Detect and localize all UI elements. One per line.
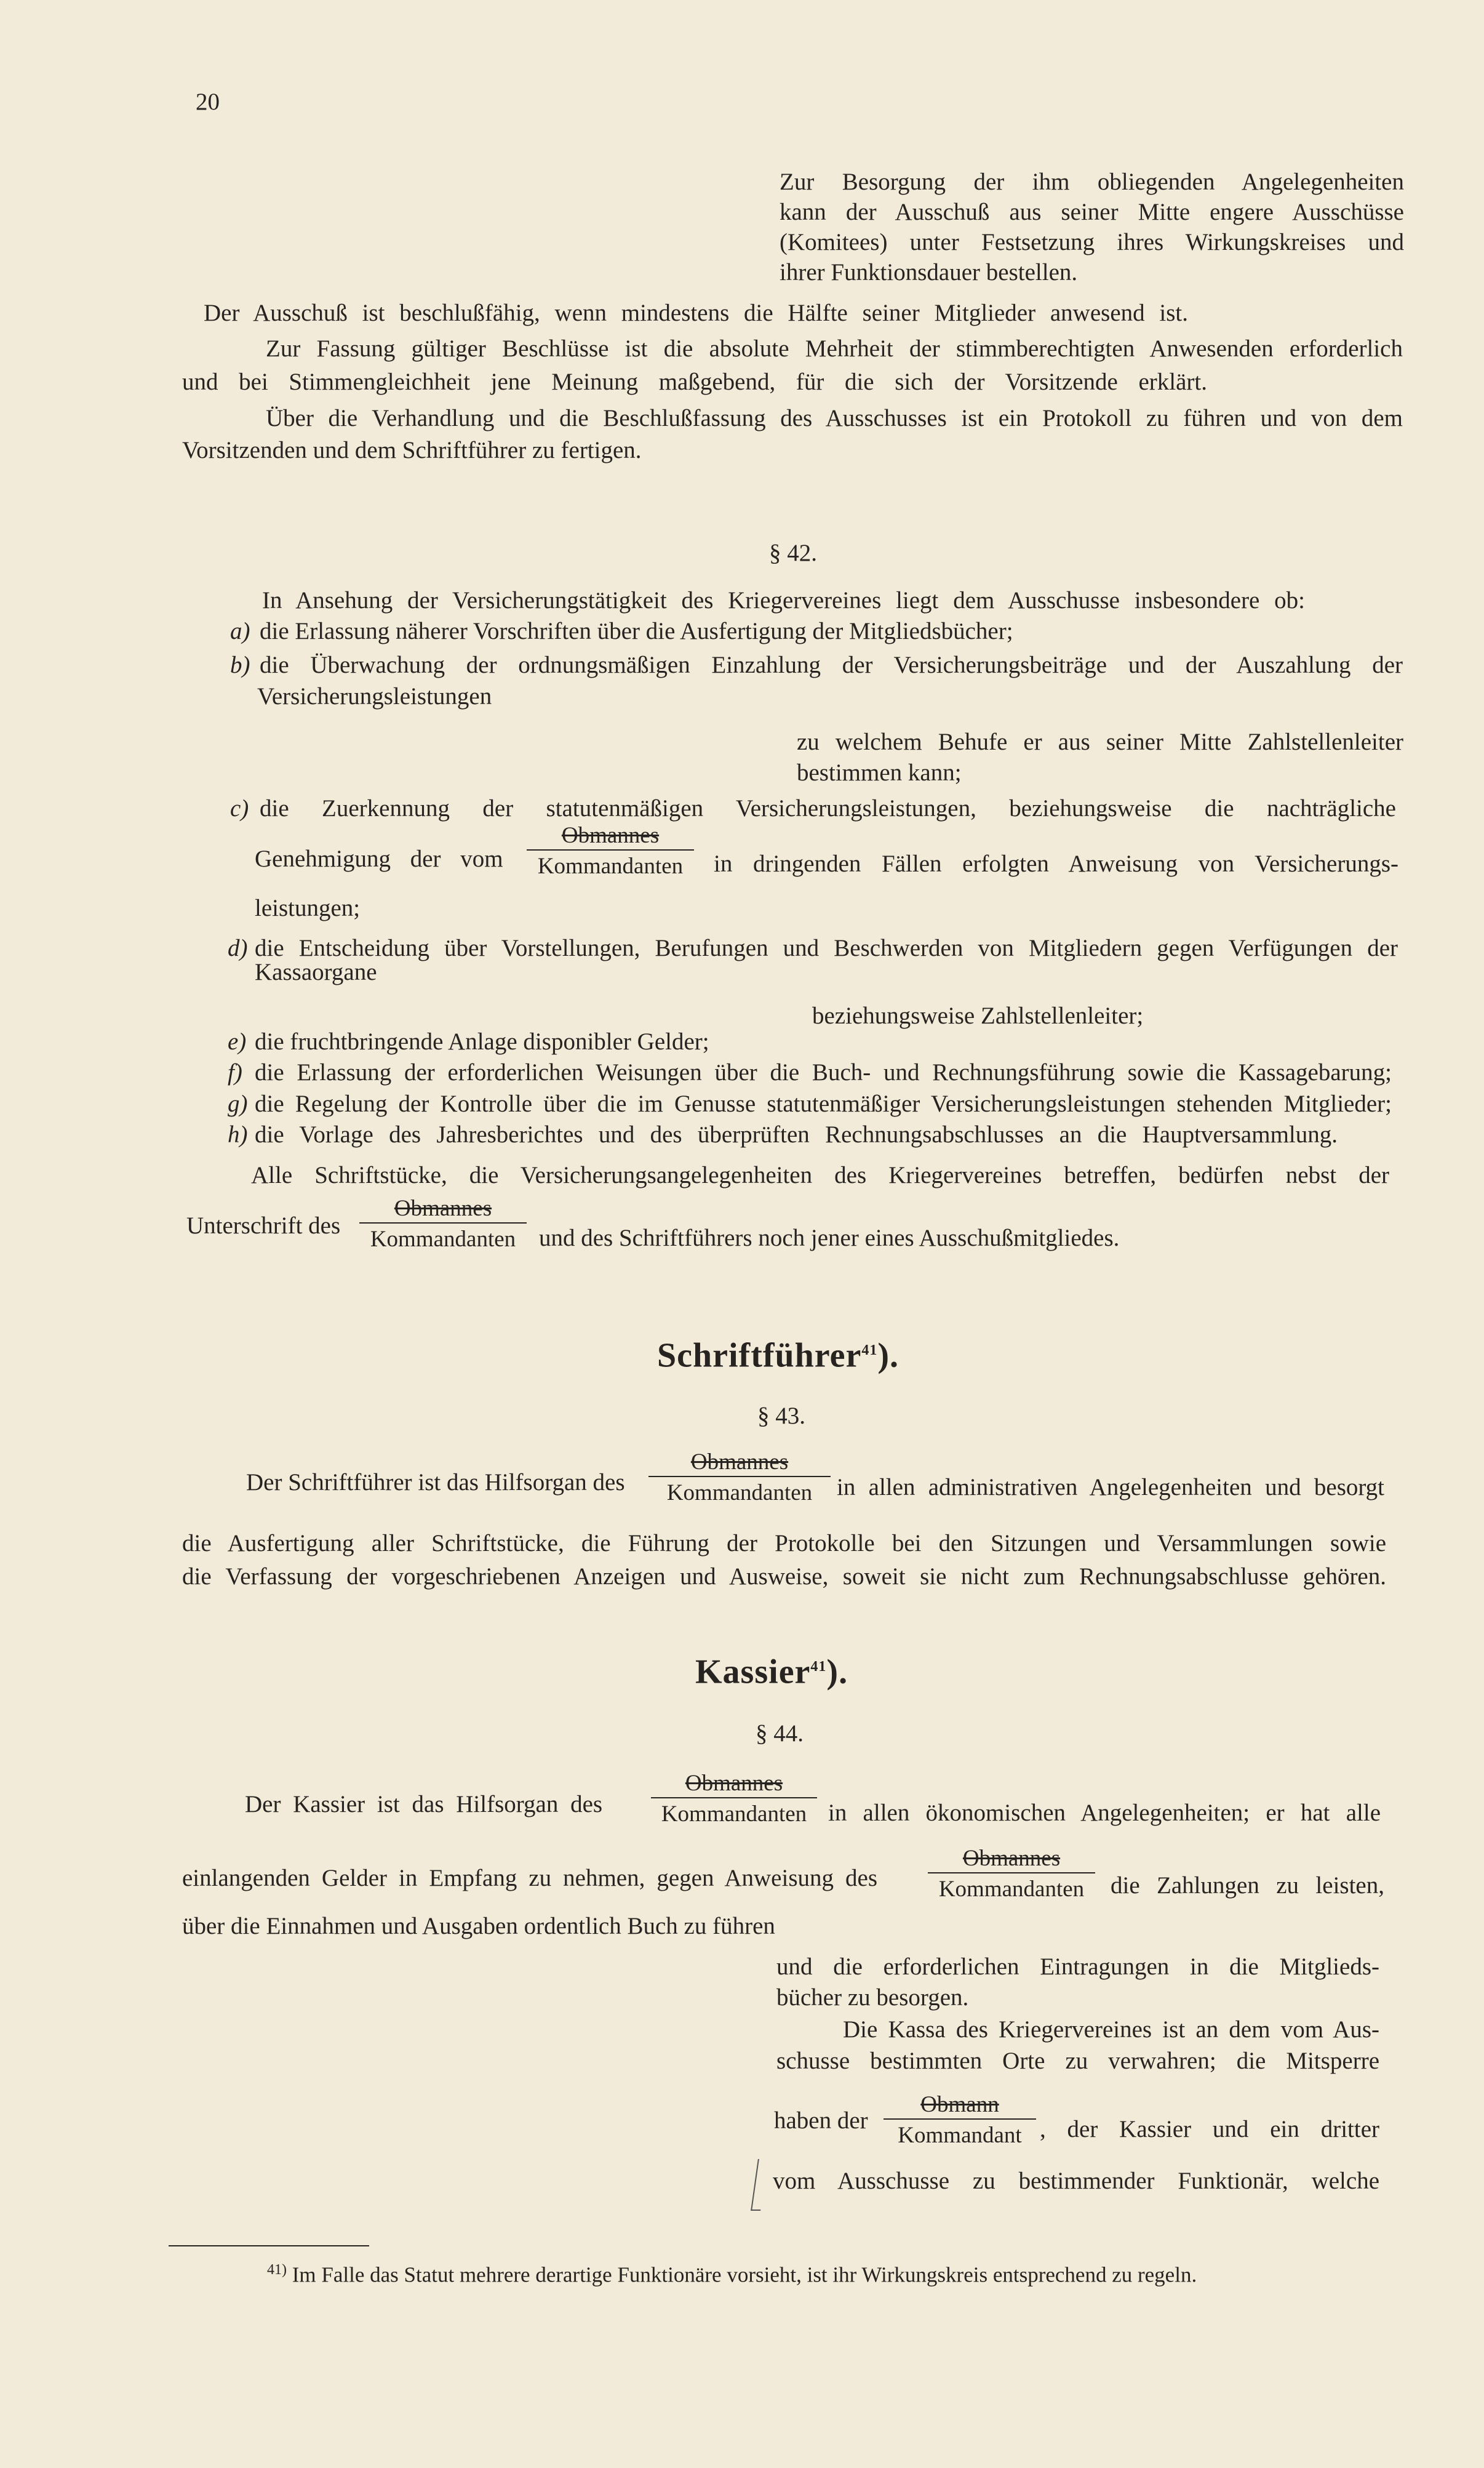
text-line: Unterschrift des — [186, 1212, 341, 1239]
text-line: leistungen; — [255, 895, 361, 921]
section-heading-42: § 42. — [769, 540, 817, 566]
list-marker: b) — [230, 652, 250, 678]
text-line: die Ausfertigung aller Schriftstücke, die Führung der Protokolle bei den Sitzungen und Versammlungen sowie — [182, 1530, 1386, 1557]
text-line: bücher zu besorgen. — [776, 1984, 969, 2011]
fraction-denominator: Kommandanten — [537, 854, 684, 879]
footnote — [267, 2255, 1197, 2290]
footnote-text: Im Falle das Statut mehrere derartige Funktionäre vorsieht, ist ihr Wirkungskreis entsprechend zu regeln. — [292, 2262, 1197, 2287]
list-marker: d) — [228, 935, 248, 961]
fraction-obmannes-kommandanten — [527, 822, 694, 880]
text-line: haben der — [774, 2107, 868, 2134]
text-line: Der Ausschuß ist beschlußfähig, wenn mindestens die Hälfte seiner Mitglieder anwesend ist. — [204, 300, 1188, 326]
footnote-marker: 41) — [267, 2262, 287, 2278]
list-marker: f) — [228, 1059, 242, 1086]
list-marker: e) — [228, 1028, 247, 1055]
footnote-rule — [169, 2245, 369, 2246]
text-line: Der Schriftführer ist das Hilfsorgan des — [246, 1469, 625, 1496]
list-item-b: die Überwachung der ordnungsmäßigen Einzahlung der Versicherungsbeiträge und der Auszahlung der — [260, 652, 1403, 678]
section-title-kassier: Kassier$^{41}$). — [695, 1653, 848, 1691]
text-line: vom Ausschusse zu bestimmender Funktionär, welche — [773, 2168, 1379, 2194]
text-line: schusse bestimmten Orte zu verwahren; die Mitsperre — [776, 2048, 1379, 2074]
footnote-ref: 41 — [810, 1659, 827, 1675]
list-marker: c) — [230, 795, 249, 822]
text-line: zu welchem Behufe er aus seiner Mitte Zahlstellenleiter — [797, 729, 1403, 755]
text-line: die Verfassung der vorgeschriebenen Anzeigen und Ausweise, soweit sie nicht zum Rechnungsabschlusse gehören. — [182, 1563, 1386, 1590]
text-line: Zur Fassung gültiger Beschlüsse ist die absolute Mehrheit der stimmberechtigten Anwesenden erforderlich — [266, 335, 1403, 362]
fraction-numerator: Obmannes — [394, 1196, 492, 1221]
list-item-f: die Erlassung der erforderlichen Weisungen über die Buch- und Rechnungsführung sowie die Kassagebarung; — [255, 1059, 1392, 1086]
list-item-g: die Regelung der Kontrolle über die im Genusse statutenmäßiger Versicherungsleistungen stehenden Mitglieder; — [255, 1091, 1392, 1117]
text-line: und bei Stimmengleichheit jene Meinung maßgebend, für die sich der Vorsitzende erklärt. — [182, 369, 1207, 395]
list-marker: h) — [228, 1121, 248, 1148]
list-item-d: die Entscheidung über Vorstellungen, Berufungen und Beschwerden von Mitgliedern gegen Verfügungen der — [255, 935, 1398, 961]
title-text: Schriftführer — [657, 1336, 862, 1375]
list-item-e: die fruchtbringende Anlage disponibler Gelder; — [255, 1028, 709, 1055]
list-item-h: die Vorlage des Jahresberichtes und des überprüften Rechnungsabschlusses an die Hauptversammlung. — [255, 1121, 1338, 1148]
list-item-c: die Zuerkennung der statutenmäßigen Versicherungsleistungen, beziehungsweise die nachträgliche — [260, 795, 1396, 822]
fraction-denominator: Kommandanten — [370, 1227, 516, 1252]
title-text: Kassier — [695, 1653, 811, 1691]
text-line: und die erforderlichen Eintragungen in die Mitglieds- — [776, 1953, 1379, 1980]
section-heading-44: § 44. — [756, 1720, 804, 1747]
fraction-denominator: Kommandanten — [666, 1480, 813, 1505]
text-line: beziehungsweise Zahlstellenleiter; — [812, 1003, 1144, 1029]
text-line: in dringenden Fällen erfolgten Anweisung von Versicherungs- — [714, 851, 1398, 877]
text-line: Die Kassa des Kriegervereines ist an dem vom Aus- — [843, 2016, 1379, 2043]
text-line: In Ansehung der Versicherungstätigkeit des Kriegervereines liegt dem Ausschusse insbesondere ob: — [262, 587, 1305, 614]
text-line: über die Einnahmen und Ausgaben ordentlich Buch zu führen — [182, 1913, 775, 1939]
text-line: Genehmigung der vom — [255, 846, 503, 872]
fraction-numerator: Obmannes — [685, 1771, 783, 1796]
fraction-obmannes-kommandanten — [651, 1770, 817, 1828]
text-line: in allen ökonomischen Angelegenheiten; er hat alle — [828, 1800, 1381, 1826]
section-heading-43: § 43. — [757, 1403, 805, 1429]
fraction-denominator: Kommandanten — [938, 1877, 1085, 1902]
footnote-ref: 41 — [861, 1342, 878, 1358]
text-line: in allen administrativen Angelegenheiten und besorgt — [837, 1474, 1384, 1500]
text-line: Alle Schriftstücke, die Versicherungsangelegenheiten des Kriegervereines betreffen, bedürfen nebst der — [251, 1162, 1389, 1188]
text-line: und des Schriftführers noch jener eines Ausschußmitgliedes. — [539, 1225, 1120, 1251]
text-line: Der Kassier ist das Hilfsorgan des — [245, 1791, 603, 1817]
list-marker: g) — [228, 1091, 248, 1117]
list-marker: a) — [230, 618, 250, 644]
fraction-obmannes-kommandanten — [359, 1195, 527, 1253]
text-line: Versicherungsleistungen — [257, 683, 492, 710]
text-line: kann der Ausschuß aus seiner Mitte engere Ausschüsse — [780, 199, 1404, 225]
pencil-bracket-mark — [751, 2159, 768, 2211]
text-line: Kassaorgane — [255, 959, 377, 985]
text-line: Über die Verhandlung und die Beschlußfassung des Ausschusses ist ein Protokoll zu führen und von dem — [266, 405, 1403, 431]
text-line: (Komitees) unter Festsetzung ihres Wirkungskreises und — [780, 229, 1404, 255]
text-line: Zur Besorgung der ihm obliegenden Angelegenheiten — [780, 169, 1404, 195]
fraction-obmann-kommandant — [884, 2091, 1036, 2149]
fraction-denominator: Kommandant — [898, 2123, 1022, 2148]
text-line: ihrer Funktionsdauer bestellen. — [780, 259, 1078, 286]
fraction-numerator: Obmannes — [690, 1449, 789, 1475]
text-line: bestimmen kann; — [797, 759, 962, 786]
fraction-numerator: Obmannes — [561, 823, 660, 848]
section-title-schriftfuehrer: Schriftführer$^{41}$). — [657, 1336, 900, 1375]
text-line: Vorsitzenden und dem Schriftführer zu fertigen. — [182, 437, 642, 463]
text-line: einlangenden Gelder in Empfang zu nehmen, gegen Anweisung des — [182, 1865, 877, 1891]
fraction-obmannes-kommandanten — [928, 1845, 1095, 1903]
fraction-numerator: Obmann — [920, 2092, 999, 2117]
list-item-a: die Erlassung näherer Vorschriften über die Ausfertigung der Mitgliedsbücher; — [260, 618, 1013, 644]
text-line: die Zahlungen zu leisten, — [1111, 1872, 1384, 1899]
fraction-denominator: Kommandanten — [661, 1801, 807, 1827]
page-number: 20 — [196, 89, 220, 115]
fraction-obmannes-kommandanten — [648, 1449, 831, 1507]
fraction-numerator: Obmannes — [962, 1846, 1061, 1871]
text-line: , der Kassier und ein dritter — [1040, 2116, 1379, 2142]
